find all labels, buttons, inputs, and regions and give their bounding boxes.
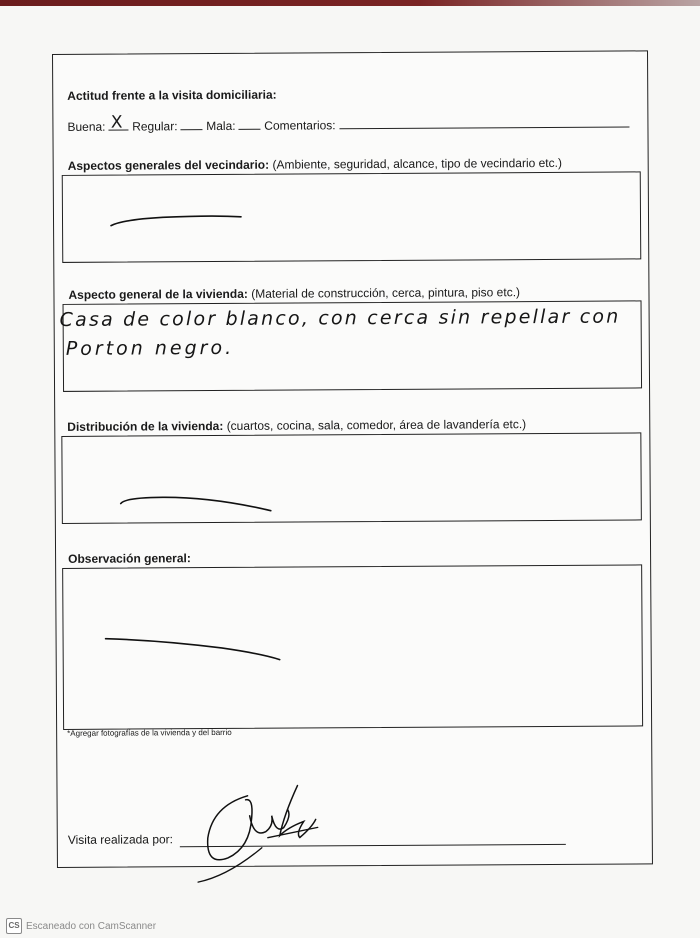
comentarios-field [339,114,629,129]
mala-label: Mala: [206,118,236,134]
neighborhood-box [62,171,642,263]
neighborhood-heading [68,156,562,173]
housing-heading [68,285,520,302]
housing-handwritten-line-1: Casa de color blanco, con cerca sin repellar con [59,305,621,331]
distribution-box [61,432,642,524]
observation-heading [68,551,191,566]
signature-label: Visita realizada por: [67,832,174,847]
regular-answer-field [181,117,203,130]
distribution-blank-stroke [113,491,293,522]
mala-answer-field [239,117,261,130]
buena-check-mark: X [110,112,123,133]
scan-top-edge [0,0,700,6]
observation-blank-stroke [102,629,302,670]
camscanner-logo-icon: CS [6,918,22,934]
neighborhood-blank-stroke [103,205,263,236]
housing-subtitle: (Material de construcción, cerca, pintura, piso etc.) [251,285,521,301]
buena-label: Buena: [67,119,106,134]
attitude-title: Actitud frente a la visita domiciliaria: [67,87,277,103]
housing-handwritten-line-2: Porton negro. [65,336,235,360]
signature-image [187,775,338,886]
observation-box [62,564,643,730]
photo-footnote: *Agregar fotografías de la vivienda y del barrio [67,727,232,738]
regular-label: Regular: [132,119,178,134]
form-sheet [52,50,653,868]
distribution-title: Distribución de la vivienda: [67,418,224,434]
scanner-watermark-text: Escaneado con CamScanner [26,920,157,932]
distribution-heading [67,417,526,434]
scanner-watermark [6,918,156,934]
housing-box [59,300,643,392]
observation-title: Observación general: [68,551,191,566]
comentarios-label: Comentarios: [264,118,336,133]
attitude-options-row [67,114,629,133]
distribution-subtitle: (cuartos, cocina, sala, comedor, área de lavandería etc.) [226,417,527,433]
buena-answer-field [109,112,129,133]
neighborhood-title: Aspectos generales del vecindario: [67,157,270,173]
housing-title: Aspecto general de la vivienda: [68,286,248,302]
neighborhood-subtitle: (Ambiente, seguridad, alcance, tipo de vecindario etc.) [272,155,562,172]
